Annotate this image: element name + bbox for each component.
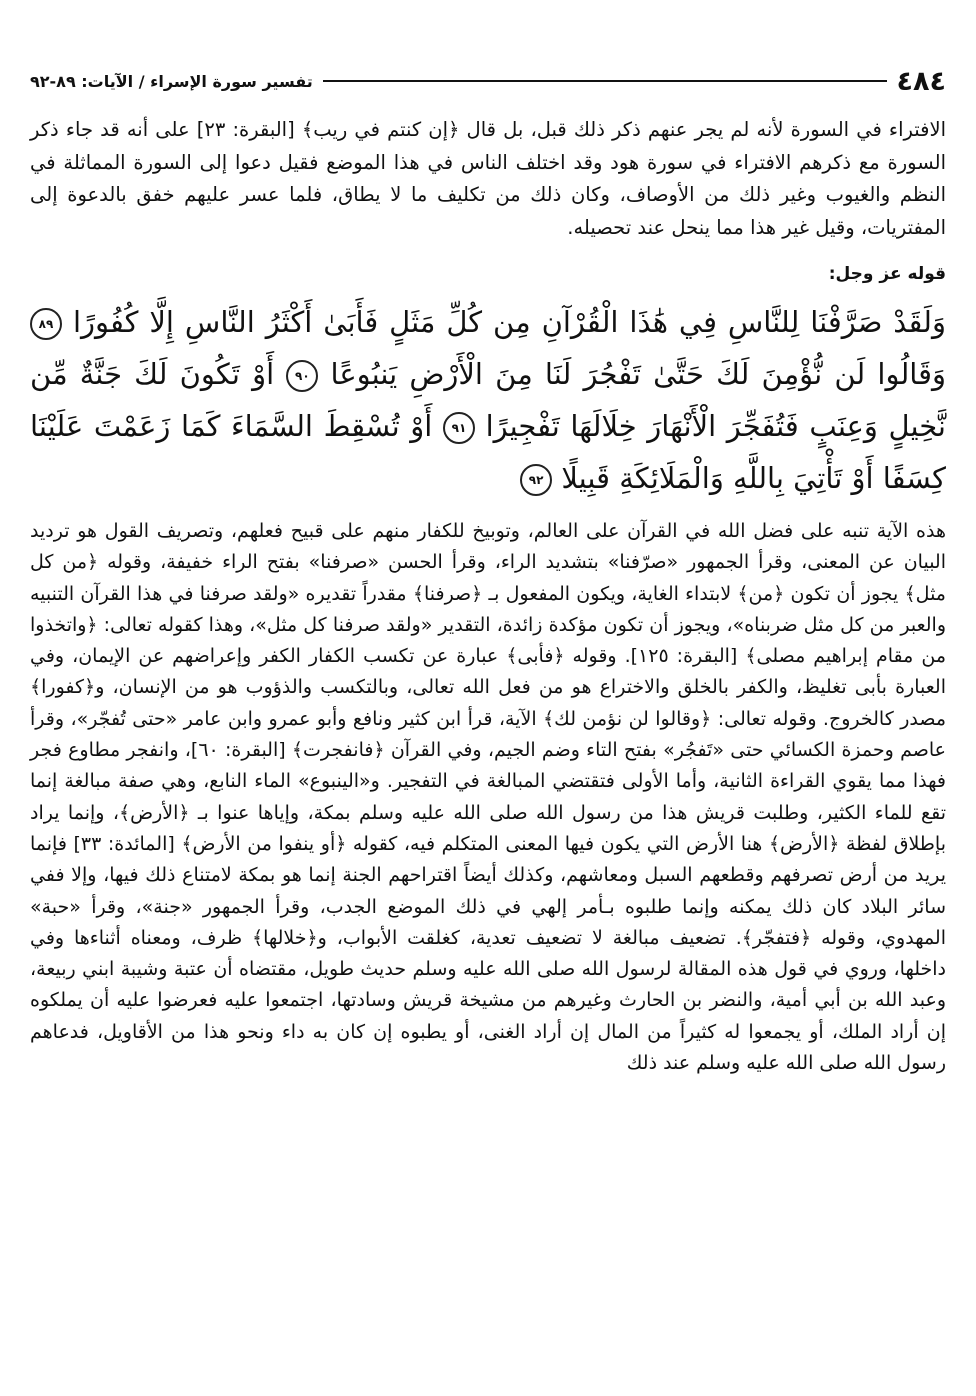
quran-verses-block [30,296,946,504]
commentary-paragraph: هذه الآية تنبه على فضل الله في القرآن على العالم، وتوبيخ للكفار منهم على قبيح فعلهم، وتصريف القول هو ترديد البيان عن المعنى، وقرأ الجمهور «صرّفنا» بتشديد الراء، وقرأ الحسن «صرفنا» بفتح الراء خفيفة، وقوله ﴿من كل مثل﴾ يجوز أن تكون ﴿من﴾ لابتداء الغاية، ويكون المفعول بـ ﴿صرفنا﴾ مقدراً تقديره «ولقد صرفنا في هذا القرآن التنبيه والعبر من كل مثل ضربناه»، ويجوز أن تكون مؤكدة زائدة، التقدير «ولقد صرفنا كل مثل»، وهذا كقوله تعالى: ﴿واتخذوا من مقام إبراهيم مصلى﴾ [البقرة: ١٢٥]. وقوله ﴿فأبى﴾ عبارة عن تكسب الكفار الكفر وإعراضهم عن الإيمان، وفي العبارة بأبى تغليظ، والكفر بالخلق والاختراع هو من فعل الله تعالى، وبالتكسب والذؤوب هو من الإنسان، و﴿كفورا﴾ مصدر كالخروج. وقوله تعالى: ﴿وقالوا لن نؤمن لك﴾ الآية، قرأ ابن كثير ونافع وأبو عمرو وابن عامر «حتى تُفجّر»، وقرأ عاصم وحمزة الكسائي حتى «تَفجُر» بفتح التاء وضم الجيم، وفي القرآن ﴿فانفجرت﴾ [البقرة: ٦٠]، وانفجر مطاوع فجر فهذا مما يقوي القراءة الثانية، وأما الأولى فتقتضي المبالغة في التفجير. و«الينبوع» الماء النابع، وهي صفة مبالغة إنما تقع للماء الكثير، وطلبت قريش هذا من رسول الله صلى الله عليه وسلم بمكة، وإياها عنوا بـ ﴿الأرض﴾، وإنما يراد بإطلاق لفظة ﴿الأرض﴾ هنا الأرض التي يكون فيها المعنى المتكلم فيه، كقوله ﴿أو ينفوا من الأرض﴾ [المائدة: ٣٣] فإنما يريد من أرض تصرفهم وقطعهم السبل ومعاشهم، وكذلك أيضاً اقتراحهم الجنة إنما هو بمكة لامتناع ذلك فيها، وإلا ففي سائر البلاد كان ذلك يمكنه وإنما طلبوه بـأمر إلهي في ذلك الموضع الجدب، وقرأ الجمهور «جنة»، وقرأ «حبة» المهدوي، وقوله ﴿فتفجّر﴾. تضعيف مبالغة لا تضعيف تعدية، كغلقت الأبواب، و﴿خلالها﴾ ظرف، ومعناه أثناءها وفي داخلها، وروي في قول هذه المقالة لرسول الله صلى الله عليه وسلم حديث طويل، مقتضاه أن عتبة وشيبة ابني ربيعة، وعبد الله بن أبي أمية، والنضر بن الحارث وغيرهم من مشيخة قريش وسادتها، اجتمعوا عليه فعرضوا عليه أن يملكوه إن أراد الملك، أو يجمعوا له كثيراً من المال إن أراد الغنى، أو يطبوه إن كان به داء ونحو هذا من الأقاويل، فدعاهم رسول الله صلى الله عليه وسلم عند ذلك [30,520,946,1075]
section-heading: قوله عز وجل: [828,264,946,284]
ayah-number-91: ٩١ [443,412,475,444]
verse-89-text: وَلَقَدْ صَرَّفْنَا لِلنَّاسِ فِي هَٰذَا الْقُرْآنِ مِن كُلِّ مَثَلٍ فَأَبَىٰ أَكْثَرُ النَّاسِ إِلَّا كُفُورًا [72,305,946,339]
page-header [30,58,946,104]
ayah-number-89: ٨٩ [30,308,62,340]
header-rule [323,80,887,82]
running-title: تفسير سورة الإسراء / الآيات: ٨٩-٩٢ [30,71,313,91]
book-page [30,58,946,1378]
ayah-number-92: ٩٢ [520,464,552,496]
verse-90-text: وَقَالُوا لَن نُّؤْمِنَ لَكَ حَتَّىٰ تَفْجُرَ لَنَا مِنَ الْأَرْضِ يَنبُوعًا [330,357,947,391]
verse-91-text: أَوْ تَكُونَ لَكَ جَنَّةٌ مِّن نَّخِيلٍ وَعِنَبٍ فَتُفَجِّرَ الْأَنْهَارَ خِلَالَهَا تَفْجِيرًا [30,357,946,443]
page-number: ٤٨٤ [896,65,946,97]
verse-92-text: أَوْ تُسْقِطَ السَّمَاءَ كَمَا زَعَمْتَ عَلَيْنَا كِسَفًا أَوْ تَأْتِيَ بِاللَّهِ وَالْمَلَائِكَةِ قَبِيلًا [30,409,946,495]
ayah-number-90: ٩٠ [286,360,318,392]
intro-paragraph: الافتراء في السورة لأنه لم يجر عنهم ذكر ذلك قبل، بل قال ﴿إن كنتم في ريب﴾ [البقرة: ٢٣] على أنه قد جاء ذكر السورة مع ذكرهم الافتراء في سورة هود وقد اختلف الناس في هذا الموضع فقيل دعوا إلى السورة المماثلة في النظم والغيوب وغير ذلك من الأوصاف، وكان ذلك من تكليف ما لا يطاق، فلما عسر عليهم خفق بالدعوة إلى المفتريات، وقيل غير هذا مما ينحل عند تحصيله. [30,118,946,239]
